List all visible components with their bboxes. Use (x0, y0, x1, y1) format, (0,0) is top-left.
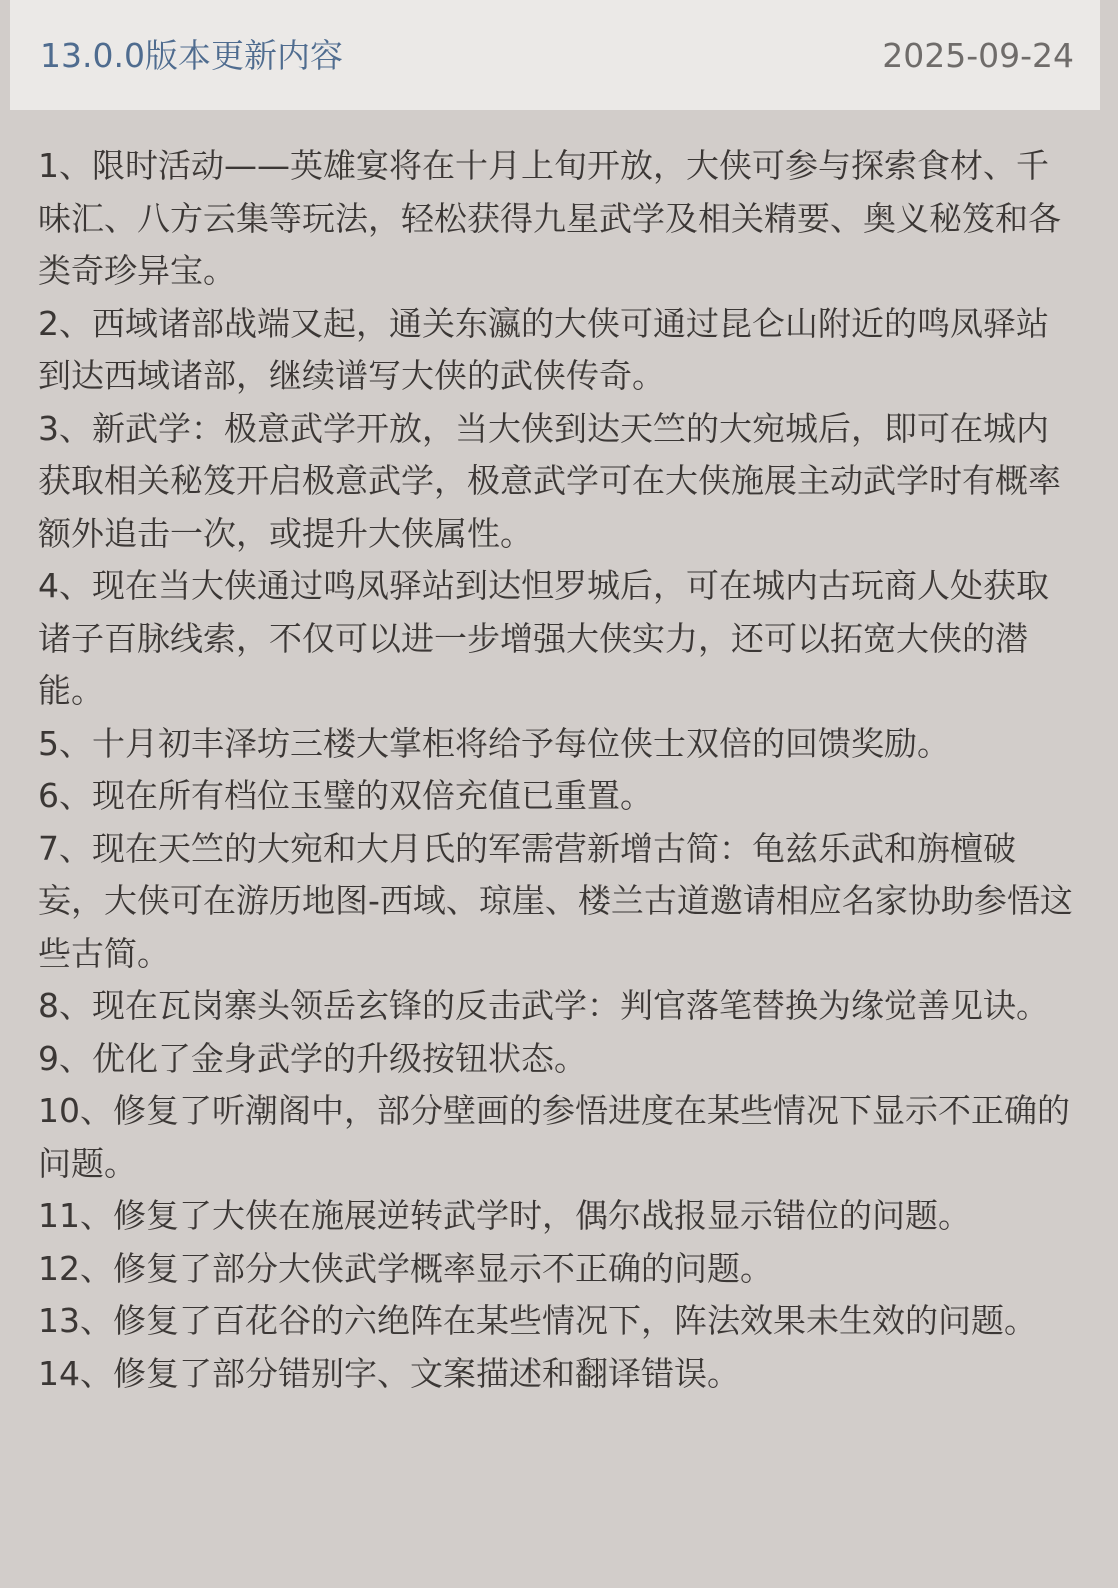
note-item: 8、现在瓦岗寨头领岳玄锋的反击武学：判官落笔替换为缘觉善见诀。 (38, 986, 1049, 1025)
release-date: 2025-09-24 (882, 36, 1074, 75)
note-item: 14、修复了部分错别字、文案描述和翻译错误。 (38, 1353, 740, 1393)
note-item: 13、修复了百花谷的六绝阵在某些情况下，阵法效果未生效的问题。 (38, 1301, 1037, 1340)
note-item: 6、现在所有档位玉璧的双倍充值已重置。 (38, 776, 653, 815)
note-item: 7、现在天竺的大宛和大月氏的军需营新增古简：龟兹乐武和旃檀破妄，大侠可在游历地图-西域、琼崖、楼兰古道邀请相应名家协助参悟这些古简。 (38, 828, 1073, 973)
update-notes-list[interactable] (38, 140, 1078, 1400)
version-title: 13.0.0版本更新内容 (40, 36, 343, 75)
note-item: 5、十月初丰泽坊三楼大掌柜将给予每位侠士双倍的回馈奖励。 (38, 723, 950, 763)
note-item: 9、优化了金身武学的升级按钮状态。 (38, 1038, 587, 1078)
note-item: 12、修复了部分大侠武学概率显示不正确的问题。 (38, 1248, 773, 1288)
note-item: 11、修复了大侠在施展逆转武学时，偶尔战报显示错位的问题。 (38, 1196, 971, 1235)
note-item: 4、现在当大侠通过鸣凤驿站到达怛罗城后，可在城内古玩商人处获取诸子百脉线索，不仅可以进一步增强大侠实力，还可以拓宽大侠的潜能。 (38, 566, 1049, 710)
notes-header (10, 0, 1100, 110)
note-item: 2、西域诸部战端又起，通关东瀛的大侠可通过昆仑山附近的鸣凤驿站到达西域诸部，继续谱写大侠的武侠传奇。 (38, 303, 1049, 395)
note-item: 3、新武学：极意武学开放，当大侠到达天竺的大宛城后，即可在城内获取相关秘笈开启极意武学，极意武学可在大侠施展主动武学时有概率额外追击一次，或提升大侠属性。 (38, 408, 1061, 553)
note-item: 1、限时活动——英雄宴将在十月上旬开放，大侠可参与探索食材、千味汇、八方云集等玩法，轻松获得九星武学及相关精要、奥义秘笈和各类奇珍异宝。 (38, 146, 1061, 290)
note-item: 10、修复了听潮阁中，部分壁画的参悟进度在某些情况下显示不正确的问题。 (38, 1091, 1070, 1183)
